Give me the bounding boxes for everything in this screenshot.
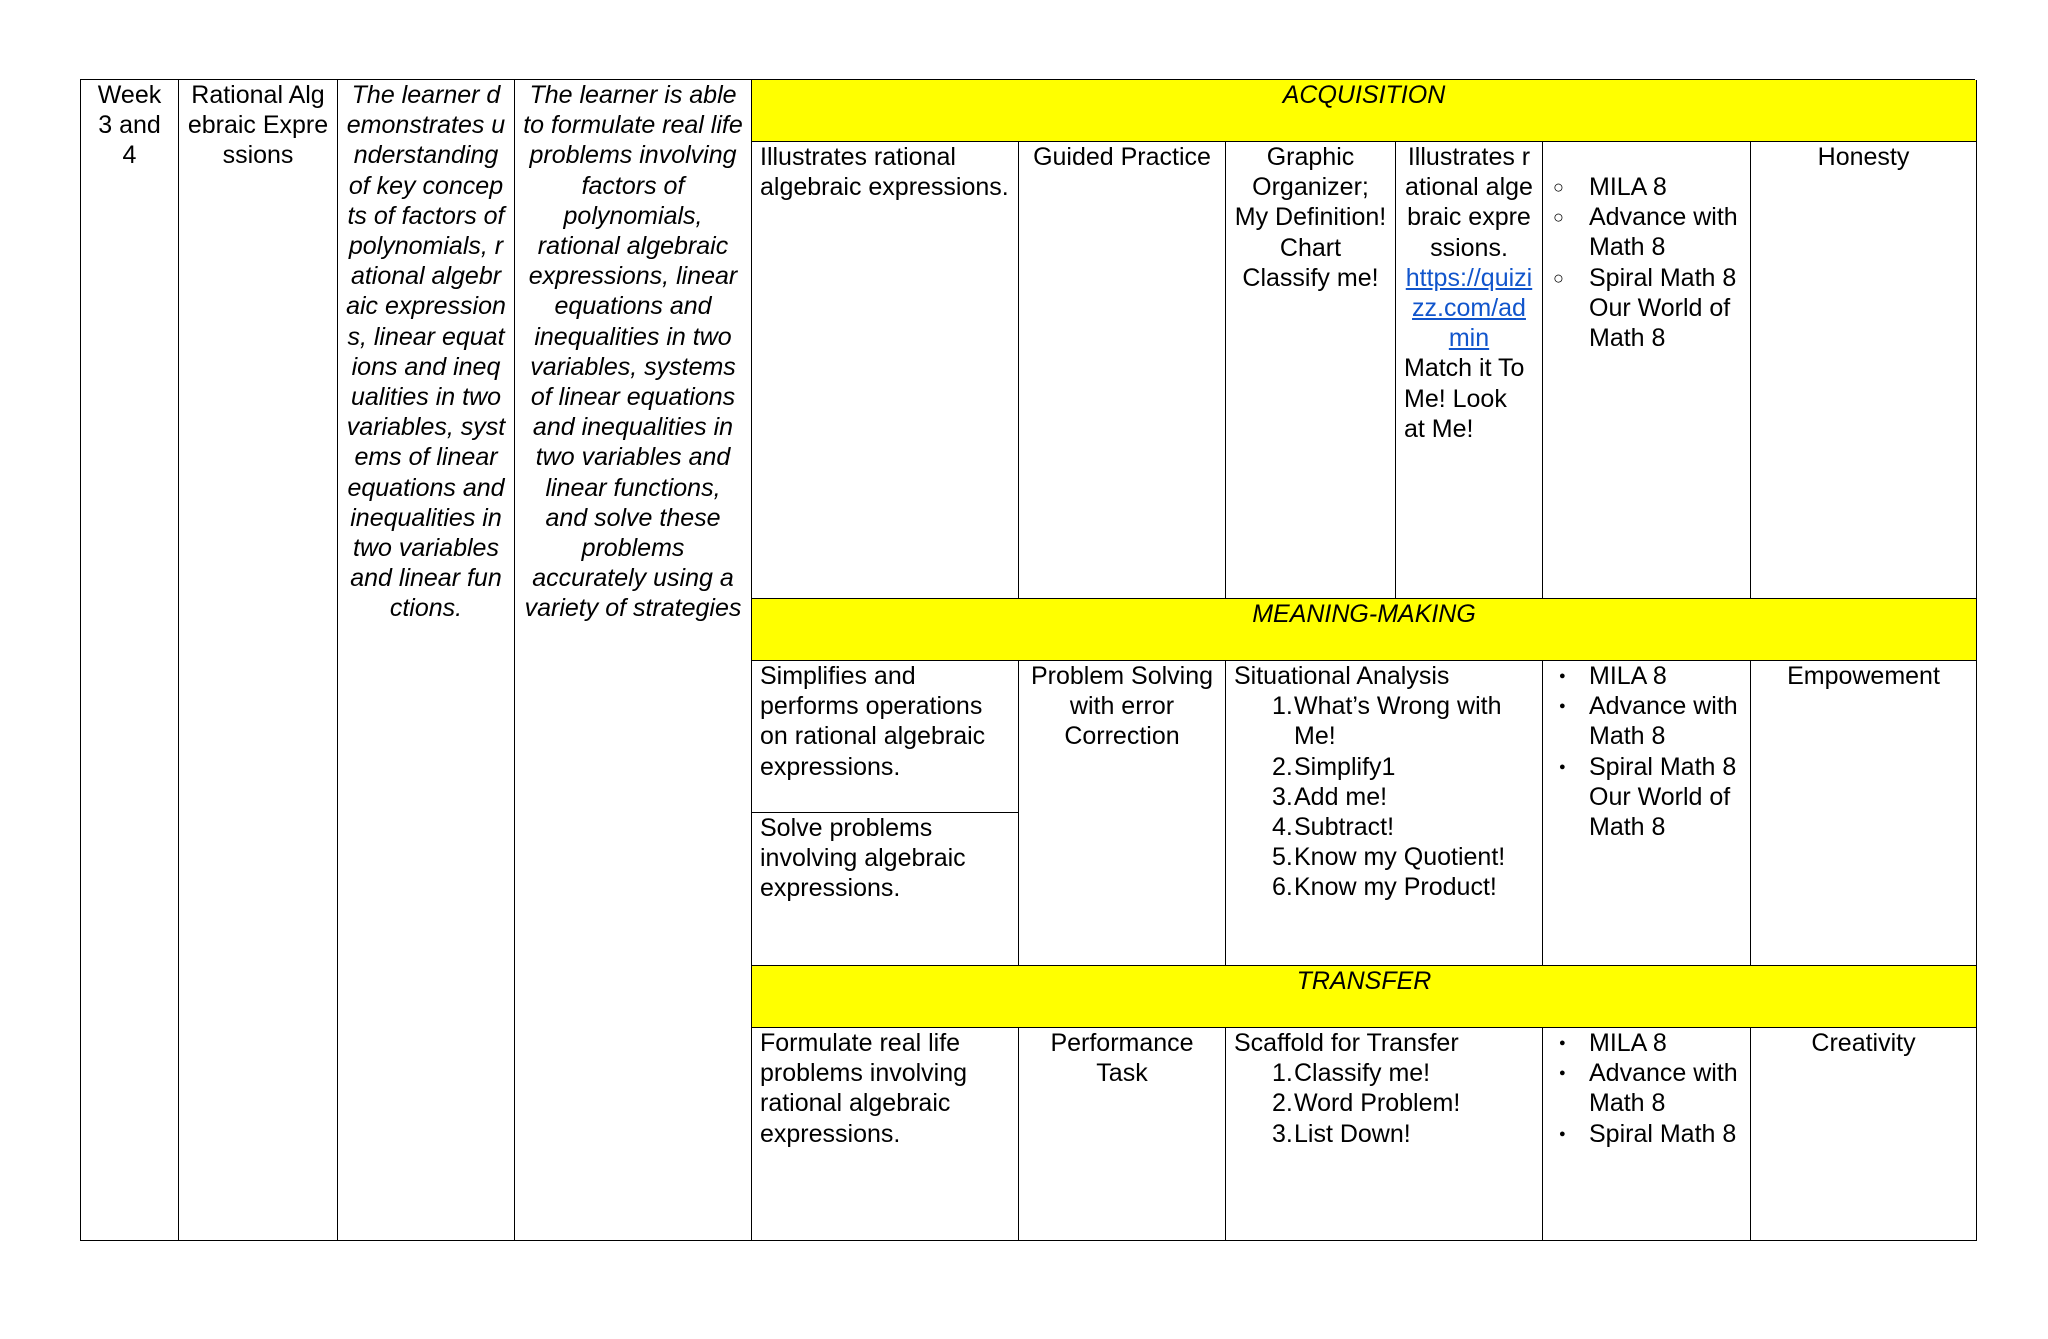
meaning-value: Empowement <box>1787 662 1940 690</box>
meaning-strategy-cell <box>1019 661 1226 966</box>
resource-extra: Our World of Math 8 <box>1589 782 1731 842</box>
transfer-header <box>752 966 1977 1028</box>
meaning-competency-1: Simplifies and performs operations on rational algebraic expressions. <box>760 662 986 781</box>
resource-item: ● Advance with Math 8 <box>1551 691 1742 751</box>
resource-item: ○ Spiral Math 8 <box>1551 263 1742 293</box>
activity-item: My Definition! Chart <box>1234 203 1387 262</box>
activity-item: 1. What’s Wrong with Me! <box>1272 692 1502 751</box>
resource-list <box>1551 172 1742 293</box>
acquisition-value: Honesty <box>1817 143 1910 171</box>
activity-list <box>1234 1058 1534 1149</box>
topic-text: Rational Algebraic Expressions <box>187 81 329 170</box>
meaning-activities-cell <box>1226 661 1543 966</box>
transfer-value: Creativity <box>1811 1029 1916 1057</box>
performance-standard-text: The learner is able to formulate real life problems involving factors of polynomials, rational algebraic expressions, linear equations and inequalities in two variables, systems of linear equations and inequalities in two variables and linear functions, and solve these problems accurately using a variety of strategies <box>523 81 743 623</box>
meaning-making-header-text: MEANING-MAKING <box>1252 600 1476 628</box>
activity-item: Graphic Organizer; <box>1252 143 1369 202</box>
transfer-strategy-cell <box>1019 1028 1226 1241</box>
acquisition-resources-cell <box>1543 142 1751 599</box>
acquisition-assessment-cell <box>1396 142 1543 599</box>
acquisition-header <box>752 80 1977 142</box>
resource-extra: Our World of Math 8 <box>1589 293 1731 353</box>
activity-item: 3. List Down! <box>1272 1119 1411 1148</box>
activity-list <box>1234 691 1534 902</box>
quizizz-link[interactable]: https://quizizz.com/admin <box>1405 263 1533 353</box>
transfer-header-text: TRANSFER <box>1296 967 1432 995</box>
resource-item: ● MILA 8 <box>1551 1028 1742 1058</box>
meaning-strategy: Problem Solving with error Correction <box>1030 662 1214 751</box>
meaning-value-cell <box>1751 661 1977 966</box>
meaning-competency-2: Solve problems involving algebraic expressions. <box>760 814 966 903</box>
transfer-value-cell <box>1751 1028 1977 1241</box>
acquisition-strategy: Guided Practice <box>1033 143 1211 171</box>
resource-item: ● Advance with Math 8 <box>1551 1058 1742 1118</box>
meaning-competency-1-cell <box>752 661 1019 813</box>
activity-title: Situational Analysis <box>1234 662 1450 690</box>
topic-cell <box>179 80 338 1241</box>
resource-item: ● MILA 8 <box>1551 661 1742 691</box>
resource-item: ● Spiral Math 8 <box>1551 1119 1742 1149</box>
acquisition-competency: Illustrates rational algebraic expressions. <box>760 143 1009 202</box>
activity-item: 6. Know my Product! <box>1272 873 1497 902</box>
acquisition-competency-cell <box>752 142 1019 599</box>
curriculum-map-table <box>80 79 1975 1241</box>
transfer-competency-cell <box>752 1028 1019 1241</box>
activity-item: 2. Word Problem! <box>1272 1089 1461 1118</box>
assessment-text: Illustrates rational algebraic expressions. <box>1405 143 1533 262</box>
assessment-after: Match it To Me! Look at Me! <box>1404 354 1525 443</box>
transfer-strategy: Performance Task <box>1050 1029 1194 1088</box>
resource-item: ● Spiral Math 8 <box>1551 752 1742 782</box>
performance-standard-cell <box>515 80 752 1241</box>
resource-item: ○ MILA 8 <box>1551 172 1742 202</box>
meaning-competency-2-cell <box>752 813 1019 966</box>
transfer-competency: Formulate real life problems involving rational algebraic expressions. <box>760 1029 968 1148</box>
acquisition-strategy-cell <box>1019 142 1226 599</box>
resource-list <box>1551 661 1742 782</box>
activity-item: Classify me! <box>1242 263 1379 292</box>
activity-item: 1. Classify me! <box>1272 1059 1431 1088</box>
week-text: Week 3 and 4 <box>97 81 162 170</box>
content-standard-text: The learner demonstrates understanding of key concepts of factors of polynomials, rational algebraic expressions, linear equations and inequalities in two variables, systems of linear equations and inequalities in two variables and linear functions. <box>346 81 506 623</box>
content-standard-cell <box>338 80 515 1241</box>
acquisition-value-cell <box>1751 142 1977 599</box>
resource-list <box>1551 1028 1742 1149</box>
transfer-resources-cell <box>1543 1028 1751 1241</box>
acquisition-header-text: ACQUISITION <box>1282 81 1446 109</box>
resource-item: ○ Advance with Math 8 <box>1551 202 1742 262</box>
activity-item: 2. Simplify1 <box>1272 752 1396 781</box>
activity-item: 5. Know my Quotient! <box>1272 843 1506 872</box>
meaning-making-header <box>752 599 1977 661</box>
activity-item: 3. Add me! <box>1272 782 1388 811</box>
activity-item: 4. Subtract! <box>1272 813 1395 842</box>
week-cell <box>81 80 179 1241</box>
acquisition-activities-cell <box>1226 142 1396 599</box>
meaning-resources-cell <box>1543 661 1751 966</box>
activity-title: Scaffold for Transfer <box>1234 1029 1459 1057</box>
transfer-activities-cell <box>1226 1028 1543 1241</box>
